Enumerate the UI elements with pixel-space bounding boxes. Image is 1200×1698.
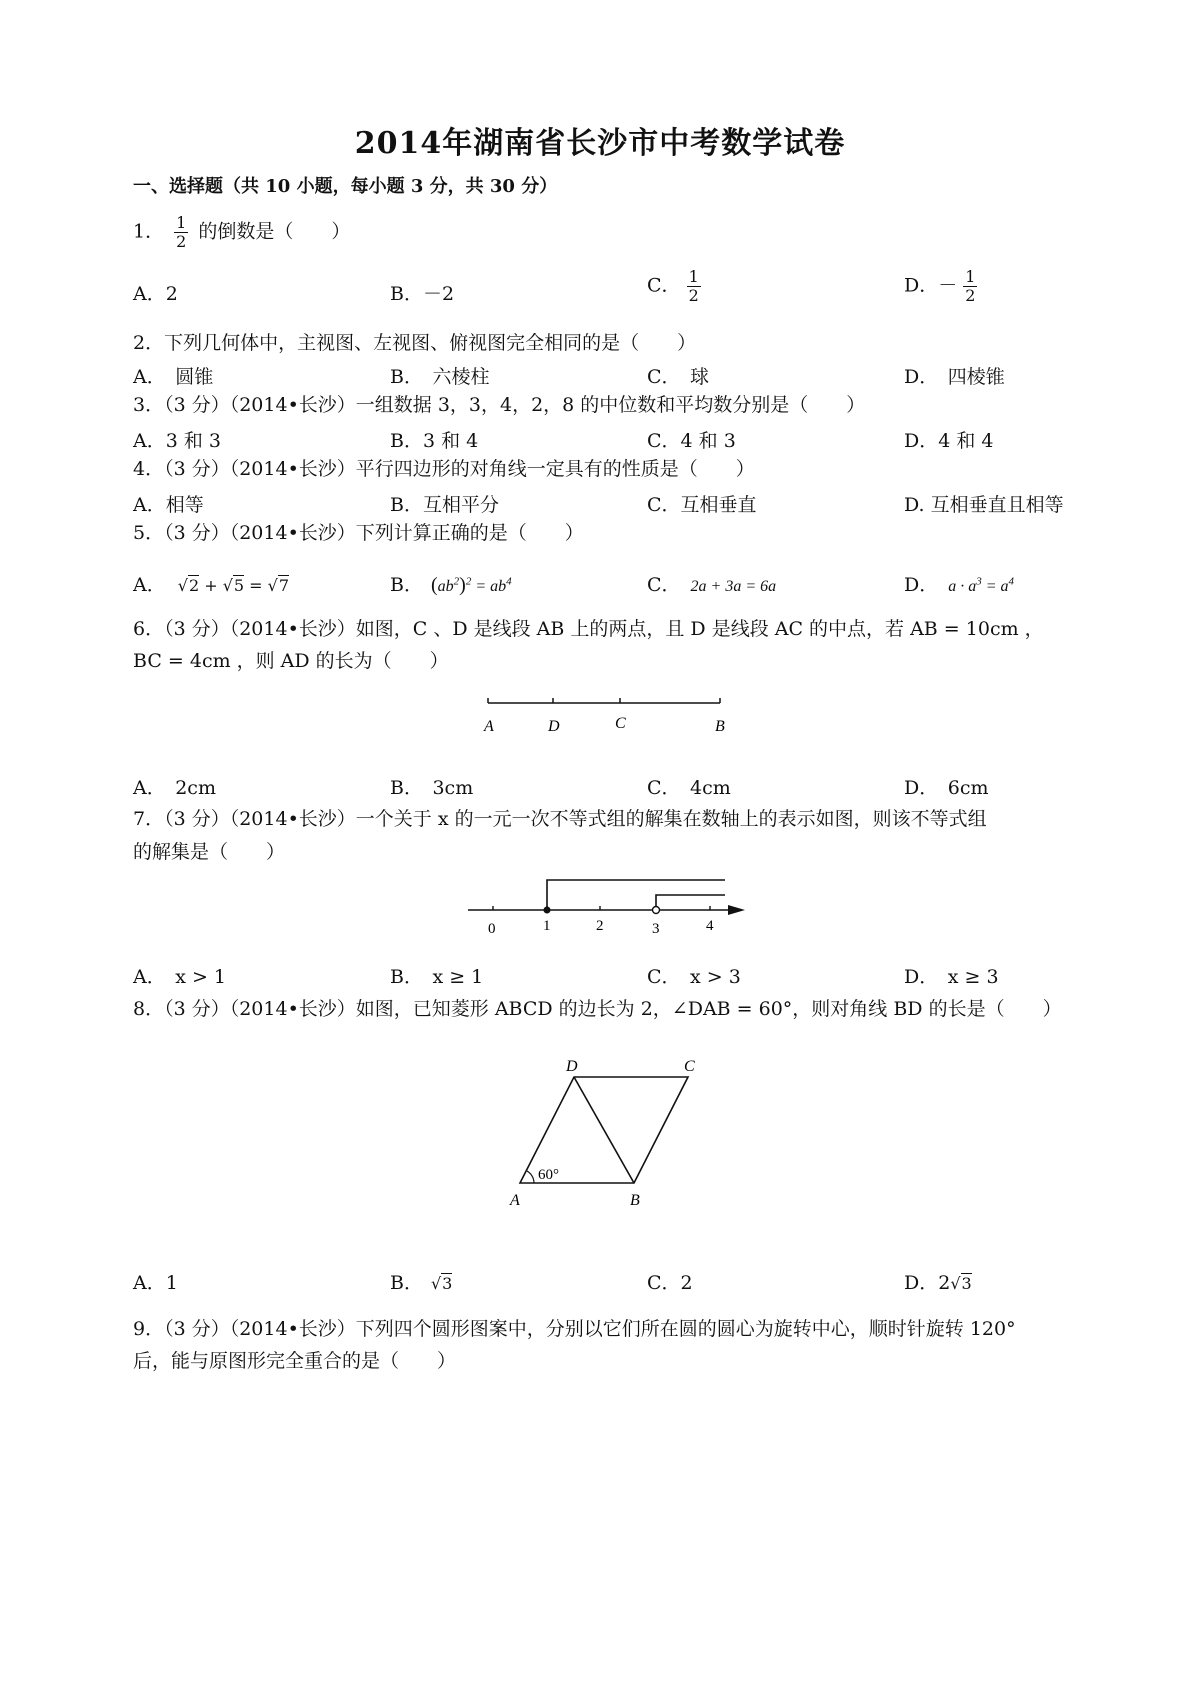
question-1	[133, 214, 350, 251]
solution-ray-2	[656, 895, 725, 910]
angle-arc	[527, 1171, 534, 1183]
math-expression: √3	[430, 1274, 453, 1293]
label-d: D	[566, 1058, 578, 1075]
page-title: 2014年湖南省长沙市中考数学试卷	[354, 126, 846, 161]
question-4: 4．（3 分）（2014•长沙）平行四边形的对角线一定具有的性质是（ ）	[133, 458, 755, 480]
math-term: = ab	[471, 578, 507, 595]
question-9-line-2: 后，能与原图形完全重合的是（ ）	[133, 1350, 457, 1372]
option-b: B． 六棱柱	[390, 366, 490, 388]
fraction-numerator: 1	[176, 213, 187, 232]
math-expression: $(ab^2)^2 = ab^4$	[430, 574, 512, 596]
open-dot	[653, 907, 660, 914]
segment-figure	[470, 695, 740, 740]
axis-arrow	[728, 905, 745, 915]
question-number: 1．	[133, 220, 165, 243]
option-d: D． 6cm	[904, 777, 989, 799]
option-d	[904, 1268, 972, 1295]
option-a: A． 圆锥	[133, 366, 214, 388]
fraction	[687, 268, 701, 305]
question-2: 2．下列几何体中，主视图、左视图、俯视图完全相同的是（ ）	[133, 332, 697, 354]
option-a: A． 2cm	[133, 777, 216, 799]
math-expression	[948, 575, 1015, 595]
exponent: 2	[453, 575, 460, 588]
option-b: B． 3cm	[390, 777, 474, 799]
fraction-denominator: 2	[965, 286, 976, 305]
math-expression: √2 + √5 = √7	[177, 576, 290, 595]
section-heading: 一、选择题（共 10 小题，每小题 3 分，共 30 分）	[133, 176, 558, 197]
fraction-denominator: 2	[176, 232, 187, 251]
option-b: B．－2	[390, 283, 455, 305]
question-text: 的倒数是（ ）	[198, 220, 351, 243]
exponent: 4	[1008, 575, 1015, 588]
diagonal-bd	[574, 1077, 634, 1183]
option-d: D． 四棱锥	[904, 366, 1005, 388]
label-c: C	[615, 715, 626, 732]
exponent: 3	[976, 575, 982, 588]
option-a: A．2	[133, 283, 178, 305]
option-label: D．	[904, 574, 939, 596]
angle-label: 60°	[538, 1167, 559, 1183]
option-b: B．3 和 4	[390, 430, 479, 452]
option-b	[390, 570, 512, 597]
option-label: B．	[390, 574, 423, 596]
label-b: B	[630, 1192, 640, 1209]
operator: =	[244, 576, 268, 595]
label-a: A	[510, 1192, 520, 1209]
label-d: D	[548, 718, 560, 735]
fraction-denominator: 2	[688, 286, 699, 305]
fraction-numerator: 1	[688, 267, 699, 286]
option-a: A．3 和 3	[133, 430, 221, 452]
tick-label-0: 0	[488, 921, 496, 937]
option-label: C．	[647, 274, 681, 297]
question-9-line-1: 9．（3 分）（2014•长沙）下列四个圆形图案中，分别以它们所在圆的圆心为旋转中心，顺时针旋转 120°	[133, 1318, 1016, 1340]
option-c: C． x > 3	[647, 966, 741, 988]
radicand: 5	[233, 576, 245, 595]
fraction	[174, 214, 188, 251]
question-7-line-2: 的解集是（ ）	[133, 841, 286, 863]
label-c: C	[684, 1058, 695, 1075]
label-a: A	[484, 718, 494, 735]
option-label: D．2	[904, 1272, 951, 1294]
tick-label-3: 3	[652, 921, 660, 937]
option-b: B．互相平分	[390, 494, 499, 516]
option-label: A．	[133, 574, 166, 596]
tick-label-1: 1	[543, 918, 551, 934]
radicand: 3	[961, 1274, 972, 1293]
option-a	[133, 570, 289, 597]
option-label: C．	[647, 574, 681, 596]
tick-label-2: 2	[596, 918, 604, 934]
radicand: 2	[188, 576, 200, 595]
option-c	[647, 570, 776, 597]
radicand: 7	[278, 576, 290, 595]
exponent: 4	[506, 575, 512, 588]
fraction-numerator: 1	[965, 267, 976, 286]
option-a: A．相等	[133, 494, 204, 516]
option-d	[904, 570, 1014, 597]
number-line-figure	[460, 875, 750, 940]
rhombus-figure	[500, 1055, 720, 1215]
option-label: B．	[390, 1272, 423, 1294]
question-7-line-1: 7．（3 分）（2014•长沙）一个关于 x 的一元一次不等式组的解集在数轴上的表示如图，则该不等式组	[133, 808, 987, 830]
label-b: B	[715, 718, 725, 735]
option-b: B． x ≥ 1	[390, 966, 484, 988]
question-8: 8．（3 分）（2014•长沙）如图，已知菱形 ABCD 的边长为 2，∠DAB = 60°，则对角线 BD 的长是（ ）	[133, 998, 1062, 1020]
math-expression: √3	[950, 1274, 972, 1293]
option-b	[390, 1268, 452, 1295]
option-c: C． 球	[647, 366, 710, 388]
fraction	[963, 268, 977, 305]
question-6-line-2: BC = 4cm ，则 AD 的长为（ ）	[133, 650, 449, 672]
option-c	[647, 268, 701, 305]
option-d: D．4 和 4	[904, 430, 994, 452]
math-expression: 2a + 3a = 6a	[690, 578, 777, 595]
option-label: D．－	[904, 274, 958, 297]
option-d: D． x ≥ 3	[904, 966, 999, 988]
math-term: = a	[981, 578, 1009, 595]
option-a: A． x > 1	[133, 966, 227, 988]
question-5: 5．（3 分）（2014•长沙）下列计算正确的是（ ）	[133, 522, 584, 544]
option-c: C．4 和 3	[647, 430, 736, 452]
option-c: C． 4cm	[647, 777, 731, 799]
closed-dot	[544, 907, 551, 914]
math-term: ab	[437, 578, 454, 595]
option-a: A．1	[133, 1272, 178, 1294]
question-6-line-1: 6．（3 分）（2014•长沙）如图，C 、D 是线段 AB 上的两点，且 D 是线段 AC 的中点，若 AB = 10cm ，	[133, 618, 1044, 640]
option-d	[904, 268, 977, 305]
tick-label-4: 4	[706, 918, 714, 934]
radicand: 3	[442, 1274, 453, 1293]
option-c: C．2	[647, 1272, 693, 1294]
question-3: 3．（3 分）（2014•长沙）一组数据 3，3，4，2，8 的中位数和平均数分别是（ ）	[133, 394, 866, 416]
operator: +	[199, 576, 223, 595]
option-d: D. 互相垂直且相等	[904, 494, 1064, 516]
math-term: a · a	[948, 578, 977, 595]
option-c: C．互相垂直	[647, 494, 757, 516]
exponent: 2	[465, 575, 472, 588]
